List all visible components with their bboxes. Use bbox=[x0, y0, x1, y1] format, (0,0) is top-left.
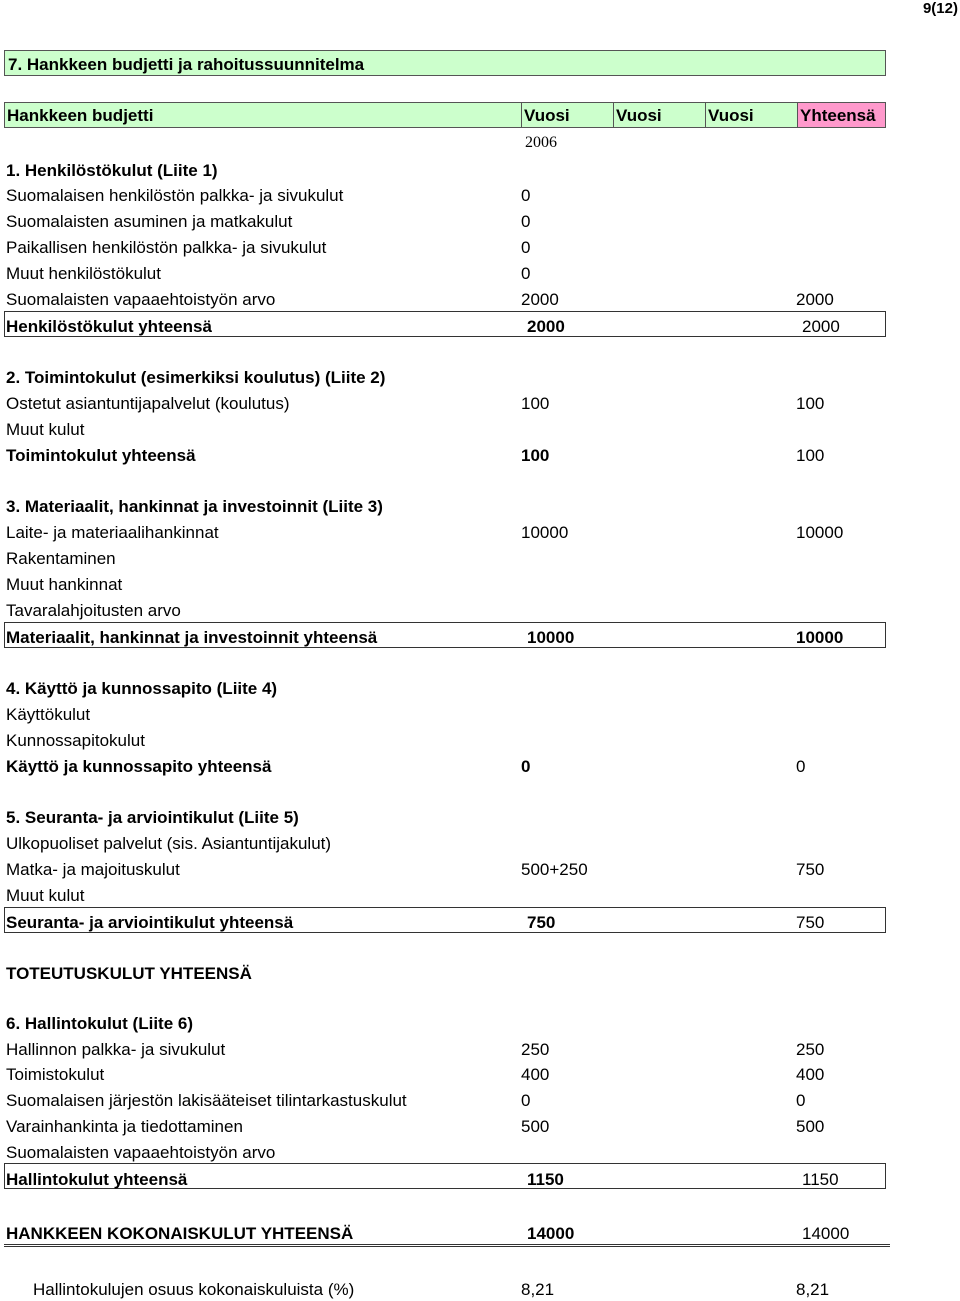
row-year-value: 250 bbox=[521, 1040, 550, 1059]
row-year-value: 100 bbox=[521, 394, 550, 413]
grand-total-year-value: 14000 bbox=[527, 1224, 575, 1243]
row-label: Rakentaminen bbox=[6, 549, 116, 568]
row-total-value: 500 bbox=[796, 1117, 825, 1136]
row-year-value: 10000 bbox=[521, 523, 569, 542]
row-label: Muut hankinnat bbox=[6, 575, 123, 594]
page-number: 9(12) bbox=[922, 0, 958, 17]
section-5-total-value: 750 bbox=[796, 913, 825, 932]
section-2-total-value: 100 bbox=[796, 446, 825, 465]
row-label: Hallinnon palkka- ja sivukulut bbox=[6, 1040, 226, 1059]
row-label: Kunnossapitokulut bbox=[6, 731, 145, 750]
section-2-total-label: Toimintokulut yhteensä bbox=[6, 446, 196, 465]
row-total-value: 0 bbox=[796, 1091, 806, 1110]
row-label: Muut kulut bbox=[6, 886, 85, 905]
row-label: Laite- ja materiaalihankinnat bbox=[6, 523, 219, 542]
section-4-total-value: 0 bbox=[796, 757, 806, 776]
row-year-value: 0 bbox=[521, 186, 531, 205]
section-3-total-value: 10000 bbox=[796, 628, 844, 647]
year-value: 2006 bbox=[525, 134, 557, 151]
header-year-col-1 bbox=[521, 103, 613, 127]
section-2-heading: 2. Toimintokulut (esimerkiksi koulutus) (Liite 2) bbox=[6, 368, 386, 387]
section-5-total-label: Seuranta- ja arviointikulut yhteensä bbox=[6, 913, 294, 932]
row-label: Käyttökulut bbox=[6, 705, 91, 724]
row-year-value: 400 bbox=[521, 1065, 550, 1084]
row-year-value: 0 bbox=[521, 1091, 531, 1110]
section-title: 7. Hankkeen budjetti ja rahoitussuunnitelma bbox=[8, 55, 365, 74]
row-total-value: 750 bbox=[796, 860, 825, 879]
row-label: Ulkopuoliset palvelut (sis. Asiantuntijakulut) bbox=[6, 834, 332, 853]
header-year-col-2 bbox=[613, 103, 705, 127]
row-year-value: 0 bbox=[521, 264, 531, 283]
row-label: Matka- ja majoituskulut bbox=[6, 860, 180, 879]
section-5-total-year-value: 750 bbox=[527, 913, 556, 932]
header-year-col-3 bbox=[705, 103, 797, 127]
header-year-label-3: Vuosi bbox=[708, 106, 754, 125]
row-total-value: 250 bbox=[796, 1040, 825, 1059]
row-label: Tavaralahjoitusten arvo bbox=[6, 601, 181, 620]
admin-share-year-value: 8,21 bbox=[521, 1280, 555, 1299]
section-5-heading: 5. Seuranta- ja arviointikulut (Liite 5) bbox=[6, 808, 299, 827]
row-label: Paikallisen henkilöstön palkka- ja sivukulut bbox=[6, 238, 327, 257]
row-total-value: 100 bbox=[796, 394, 825, 413]
row-year-value: 0 bbox=[521, 212, 531, 231]
header-label: Hankkeen budjetti bbox=[7, 106, 154, 125]
row-label: Muut kulut bbox=[6, 420, 85, 439]
section-4-total-label: Käyttö ja kunnossapito yhteensä bbox=[6, 757, 272, 776]
section-title-bar bbox=[4, 50, 886, 76]
section-4-total-year-value: 0 bbox=[521, 757, 531, 776]
row-total-value: 10000 bbox=[796, 523, 844, 542]
row-total-value: 400 bbox=[796, 1065, 825, 1084]
budget-header bbox=[4, 102, 886, 128]
section-6-total-label: Hallintokulut yhteensä bbox=[6, 1170, 188, 1189]
row-year-value: 500+250 bbox=[521, 860, 588, 879]
header-year-label-2: Vuosi bbox=[616, 106, 662, 125]
section-1-total-label: Henkilöstökulut yhteensä bbox=[6, 317, 212, 336]
row-label: Suomalaisten asuminen ja matkakulut bbox=[6, 212, 293, 231]
row-label: Suomalaisten vapaaehtoistyön arvo bbox=[6, 1143, 276, 1162]
section-6-total-year-value: 1150 bbox=[527, 1170, 564, 1189]
admin-share-total-value: 8,21 bbox=[796, 1280, 830, 1299]
grand-total-label: HANKKEEN KOKONAISKULUT YHTEENSÄ bbox=[6, 1224, 354, 1243]
section-1-total-year-value: 2000 bbox=[527, 317, 565, 336]
section-6-heading: 6. Hallintokulut (Liite 6) bbox=[6, 1014, 194, 1033]
section-3-total-year-value: 10000 bbox=[527, 628, 575, 647]
section-3-total-label: Materiaalit, hankinnat ja investoinnit yhteensä bbox=[6, 628, 378, 647]
header-year-label-1: Vuosi bbox=[524, 106, 570, 125]
row-label: Ostetut asiantuntijapalvelut (koulutus) bbox=[6, 394, 290, 413]
row-label: Toimistokulut bbox=[6, 1065, 105, 1084]
section-4-heading: 4. Käyttö ja kunnossapito (Liite 4) bbox=[6, 679, 278, 698]
row-label: Muut henkilöstökulut bbox=[6, 264, 161, 283]
row-label: Suomalaisten vapaaehtoistyön arvo bbox=[6, 290, 276, 309]
section-3-heading: 3. Materiaalit, hankinnat ja investoinnit (Liite 3) bbox=[6, 497, 383, 516]
row-year-value: 0 bbox=[521, 238, 531, 257]
section-1-total-value: 2000 bbox=[802, 317, 840, 336]
row-year-value: 500 bbox=[521, 1117, 550, 1136]
section-2-total-year-value: 100 bbox=[521, 446, 550, 465]
implementation-costs-total-label: TOTEUTUSKULUT YHTEENSÄ bbox=[6, 964, 252, 983]
admin-share-label: Hallintokulujen osuus kokonaiskuluista (%) bbox=[33, 1280, 355, 1299]
row-total-value: 2000 bbox=[796, 290, 834, 309]
section-6-total-value: 1150 bbox=[802, 1170, 839, 1189]
header-total-col bbox=[797, 103, 885, 127]
grand-total-double-underline bbox=[4, 1244, 890, 1247]
row-label: Varainhankinta ja tiedottaminen bbox=[6, 1117, 243, 1136]
section-1-heading: 1. Henkilöstökulut (Liite 1) bbox=[6, 161, 218, 180]
row-label: Suomalaisen järjestön lakisääteiset tilintarkastuskulut bbox=[6, 1091, 407, 1110]
row-label: Suomalaisen henkilöstön palkka- ja sivukulut bbox=[6, 186, 344, 205]
row-year-value: 2000 bbox=[521, 290, 559, 309]
header-label-cell bbox=[5, 103, 521, 127]
grand-total-value: 14000 bbox=[802, 1224, 850, 1243]
header-total-label: Yhteensä bbox=[800, 106, 876, 125]
